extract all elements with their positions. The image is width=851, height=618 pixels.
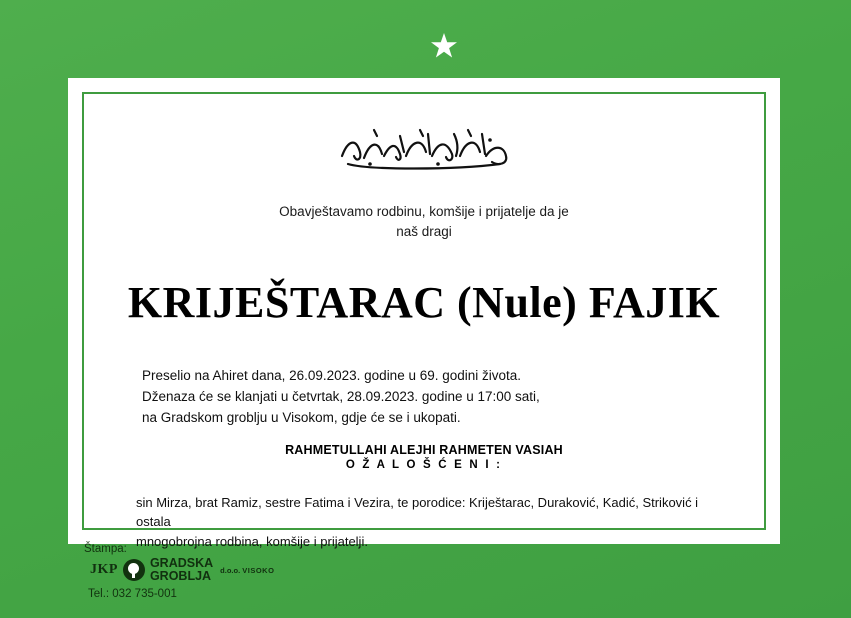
logo-company-name (150, 557, 213, 583)
logo-doo: d.o.o. (220, 565, 241, 575)
logo-word-1: GRADSKA (149, 556, 214, 570)
intro-line-2: naš dragi (396, 223, 452, 239)
logo-subtext (220, 566, 274, 575)
printer-footer (84, 543, 384, 600)
detail-line-1: Preselio na Ahiret dana, 26.09.2023. godine u 69. godini života. (142, 368, 522, 384)
family-line-2: mnogobrojna rodbina, komšije i prijatelji. (136, 533, 368, 549)
logo-jkp-text: JKP (90, 562, 118, 578)
details-block (118, 366, 730, 429)
gravestone-logo-icon (123, 559, 145, 581)
detail-line-2: Dženaza će se klanjati u četvrtak, 28.09.2023. godine u 17:00 sati, (142, 389, 540, 405)
ozalosceni-heading: O Ž A L O Š Ć E N I : (345, 458, 503, 471)
printer-logo (90, 557, 384, 583)
logo-word-2: GROBLJA (149, 569, 212, 584)
family-line-1: sin Mirza, brat Ramiz, sestre Fatima i Vezira, te porodice: Kriještarac, Duraković, Kadić, Striković i ostala (136, 494, 699, 530)
rahmet-text: RAHMETULLAHI ALEJHI RAHMETEN VASIAH (285, 442, 563, 457)
bismillah-calligraphy (118, 122, 730, 176)
crescent-star-icon (0, 8, 851, 74)
detail-line-3: na Gradskom groblju u Visokom, gdje će se i ukopati. (142, 409, 461, 425)
stampa-label: Štampa: (84, 543, 127, 555)
deceased-name: KRIJEŠTARAC (Nule) FAJIK (127, 278, 721, 328)
logo-city: VISOKO (242, 565, 275, 575)
intro-line-1: Obavještavamo rodbinu, komšije i prijatelje da je (279, 204, 569, 219)
printer-phone: Tel.: 032 735-001 (88, 588, 177, 601)
intro-text (118, 202, 730, 241)
